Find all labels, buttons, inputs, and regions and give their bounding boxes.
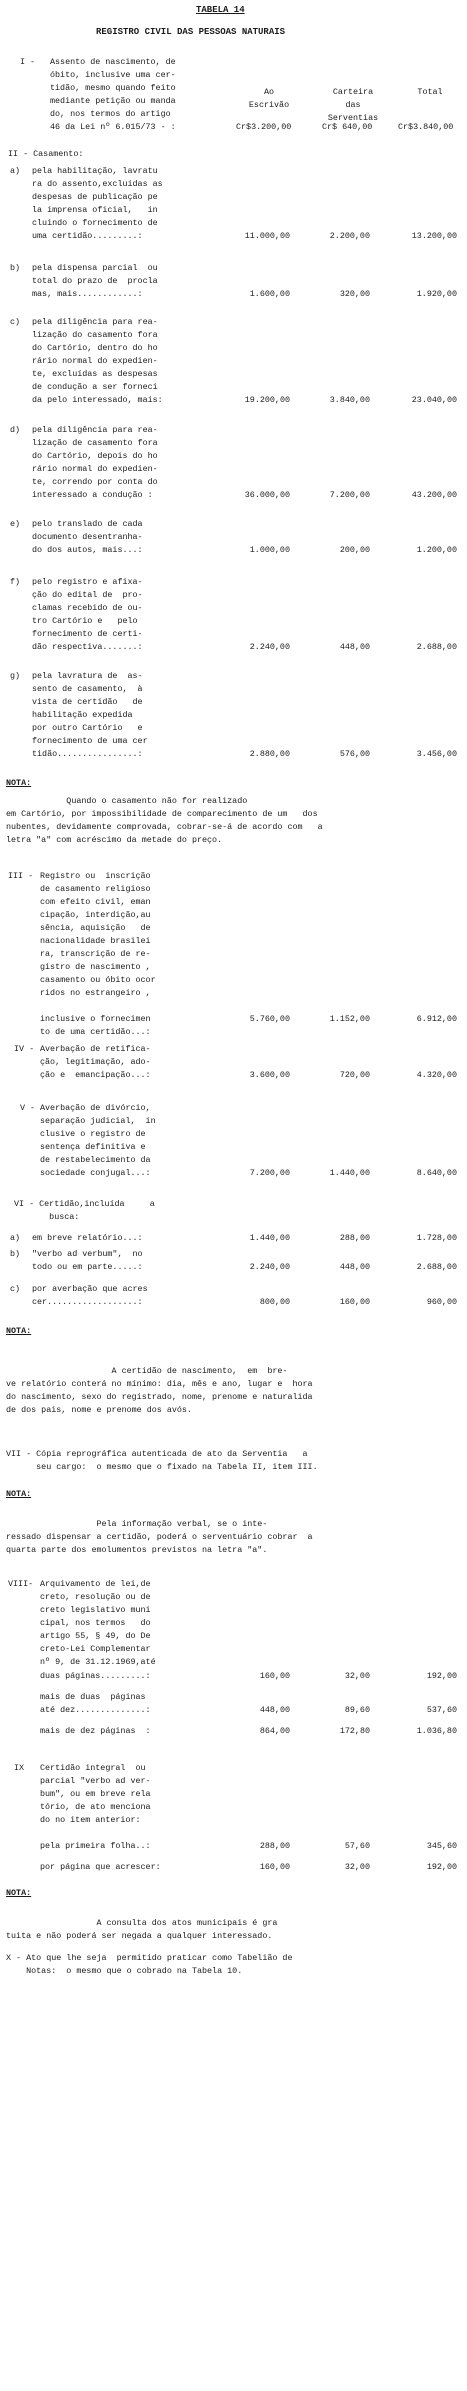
item-description: Assento de nascimento, de óbito, inclusive uma cer- tidão, mesmo quando feito mediante petição ou manda do, nos termos do artigo 46 da Lei nº 6.015/73 - : — [50, 57, 176, 132]
value-total: 43.200,00 — [411, 490, 457, 500]
value-total: 23.040,00 — [411, 395, 457, 405]
item-letter: g) — [10, 671, 21, 681]
value-escrivao: 288,00 — [259, 1841, 290, 1851]
item-description: Arquivamento de lei,de creto, resolução ou de creto legislativo muni cipal, nos termos do artigo 55, § 49, do De creto-Lei Complementar nº 9, de 31.12.1969,até — [40, 1579, 156, 1667]
item-description: X - Ato que lhe seja permitido praticar como Tabelião de Notas: o mesmo que o cobrado na Tabela 10. — [6, 1953, 293, 1976]
value-carteira: 288,00 — [339, 1233, 370, 1243]
item-number: IX — [14, 1763, 25, 1773]
item-description: pela lavratura de as- sento de casamento, à vista de certidão de habilitação expedida por outro Cartório e fornecimento de uma cer tidão................: — [32, 671, 148, 759]
value-escrivao: 36.000,00 — [244, 490, 290, 500]
value-carteira: 2.200,00 — [329, 231, 370, 241]
value-carteira: 7.200,00 — [329, 490, 370, 500]
item-description: pelo registro e afixa- ção do edital de pro- clamas recebido de ou- tro Cartório e pelo fornecimento de certi- dão respectiva.......: — [32, 577, 143, 652]
item-description: VII - Cópia reprográfica autenticada de ato da Serventia a seu cargo: o mesmo que o fixado na Tabela II, item III. — [6, 1449, 318, 1472]
item-description: pelo translado de cada documento desentranha- do dos autos, mais...: — [32, 519, 143, 555]
note-label: NOTA: — [6, 1326, 32, 1336]
note-text: A certidão de nascimento, em bre- ve relatório conterá no mínimo: dia, mês e ano, lugar e hora do nascimento, sexo do registrado, nome, prenome e naturalida de dos pais, nome e prenome dos avós. — [6, 1366, 313, 1415]
value-escrivao: 864,00 — [259, 1726, 290, 1736]
item-number: VIII- — [8, 1579, 34, 1589]
item-description: por página que acrescer: — [40, 1862, 161, 1872]
value-carteira: 576,00 — [339, 749, 370, 759]
item-description: mais de dez páginas : — [40, 1726, 151, 1736]
column-header-carteira: Carteira das Serventias — [327, 87, 379, 123]
item-letter: c) — [10, 317, 21, 327]
item-letter: a) — [10, 1233, 21, 1243]
value-escrivao: 2.880,00 — [249, 749, 290, 759]
column-header-escrivao: Ao Escrivão — [248, 87, 290, 110]
value-total: 192,00 — [426, 1862, 457, 1872]
value-carteira: 3.840,00 — [329, 395, 370, 405]
column-header-total: Total — [417, 87, 443, 97]
value-total: 537,60 — [426, 1705, 457, 1715]
value-escrivao: 1.600,00 — [249, 289, 290, 299]
value-carteira: Cr$ 640,00 — [322, 122, 373, 132]
item-description: "verbo ad verbum", no todo ou em parte.....: — [32, 1249, 143, 1272]
value-total: 8.640,00 — [416, 1168, 457, 1178]
note-text: Quando o casamento não for realizado em Cartório, por impossibilidade de comparecimento de um dos nubentes, devidamente comprovada, cobrar-se-á de acordo com a letra "a" com acréscimo da metade do preço. — [6, 796, 323, 845]
value-escrivao: 1.440,00 — [249, 1233, 290, 1243]
value-escrivao: 160,00 — [259, 1671, 290, 1681]
item-description: mais de duas páginas até dez..............: — [40, 1692, 151, 1715]
item-description: Registro ou inscrição de casamento religioso com efeito civil, eman cipação, interdição,au sência, aquisição de nacionalidade brasilei ra, transcrição de re- gistro de nascimento , casamento ou óbito ocor ridos no estrangeiro , inclusive o fornecimen to de uma certidão...: — [40, 871, 156, 1037]
value-carteira: 57,60 — [344, 1841, 370, 1851]
value-escrivao: 11.000,00 — [244, 231, 290, 241]
item-number: IV - — [14, 1044, 35, 1054]
value-escrivao: 7.200,00 — [249, 1168, 290, 1178]
value-escrivao: Cr$3.200,00 — [236, 122, 292, 132]
value-carteira: 32,00 — [344, 1862, 370, 1872]
value-carteira: 1.152,00 — [329, 1014, 370, 1024]
item-letter: d) — [10, 425, 21, 435]
value-carteira: 89,60 — [344, 1705, 370, 1715]
value-carteira: 320,00 — [339, 289, 370, 299]
item-letter: a) — [10, 166, 21, 176]
section-title: II - Casamento: — [8, 149, 84, 159]
item-letter: b) — [10, 263, 21, 273]
value-escrivao: 19.200,00 — [244, 395, 290, 405]
table-number: TABELA 14 — [196, 5, 245, 15]
item-description: Averbação de retifica- ção, legitimação, ado- ção e emancipação...: — [40, 1044, 151, 1080]
note-label: NOTA: — [6, 1888, 32, 1898]
note-text: A consulta dos atos municipais é gra tuita e não poderá ser negada a qualquer interessado. — [6, 1918, 278, 1941]
item-description: pela dispensa parcial ou total do prazo de procla mas, mais............: — [32, 263, 158, 299]
value-total: 2.688,00 — [416, 642, 457, 652]
item-letter: e) — [10, 519, 21, 529]
value-carteira: 160,00 — [339, 1297, 370, 1307]
item-description: duas páginas.........: — [40, 1671, 151, 1681]
value-escrivao: 800,00 — [259, 1297, 290, 1307]
item-letter: b) — [10, 1249, 21, 1259]
value-carteira: 448,00 — [339, 1262, 370, 1272]
value-carteira: 32,00 — [344, 1671, 370, 1681]
value-escrivao: 3.600,00 — [249, 1070, 290, 1080]
value-total: 1.036,80 — [416, 1726, 457, 1736]
item-letter: f) — [10, 577, 21, 587]
value-escrivao: 5.760,00 — [249, 1014, 290, 1024]
value-total: 1.920,00 — [416, 289, 457, 299]
value-escrivao: 1.000,00 — [249, 545, 290, 555]
item-number: V - — [20, 1103, 36, 1113]
item-description: pela habilitação, lavratu ra do assento,excluídas as despesas de publicação pe la imprensa oficial, in cluindo o fornecimento de uma certidão.........: — [32, 166, 163, 241]
note-label: NOTA: — [6, 1489, 32, 1499]
item-description: por averbação que acres cer..................: — [32, 1284, 148, 1307]
value-carteira: 172,80 — [339, 1726, 370, 1736]
value-escrivao: 2.240,00 — [249, 1262, 290, 1272]
item-description: em breve relatório...: — [32, 1233, 143, 1243]
value-escrivao: 2.240,00 — [249, 642, 290, 652]
value-total: 192,00 — [426, 1671, 457, 1681]
value-total: 1.728,00 — [416, 1233, 457, 1243]
value-escrivao: 448,00 — [259, 1705, 290, 1715]
item-letter: c) — [10, 1284, 21, 1294]
value-total: 6.912,00 — [416, 1014, 457, 1024]
item-description: Averbação de divórcio, separação judicial, in clusive o registro de sentença definitiva e de restabelecimento da sociedade conjugal...: — [40, 1103, 156, 1178]
section-title: VI - Certidão,incluída a busca: — [14, 1199, 155, 1222]
value-carteira: 448,00 — [339, 642, 370, 652]
value-total: 2.688,00 — [416, 1262, 457, 1272]
item-description: Certidão integral ou parcial "verbo ad ver- bum", ou em breve rela tório, de ato menciona do no item anterior: — [40, 1763, 151, 1825]
value-carteira: 200,00 — [339, 545, 370, 555]
value-total: 13.200,00 — [411, 231, 457, 241]
value-total: 960,00 — [426, 1297, 457, 1307]
page-title: REGISTRO CIVIL DAS PESSOAS NATURAIS — [96, 27, 286, 37]
value-escrivao: 160,00 — [259, 1862, 290, 1872]
item-description: pela diligência para rea- lização de casamento fora do Cartório, depois do ho rário normal do expedien- te, correndo por conta do interessado a condução : — [32, 425, 158, 500]
value-total: 1.200,00 — [416, 545, 457, 555]
value-total: 4.320,00 — [416, 1070, 457, 1080]
value-carteira: 720,00 — [339, 1070, 370, 1080]
note-label: NOTA: — [6, 778, 32, 788]
item-description: pela primeira folha..: — [40, 1841, 151, 1851]
value-total: 3.456,00 — [416, 749, 457, 759]
item-number: I - — [20, 57, 36, 67]
value-total: 345,60 — [426, 1841, 457, 1851]
item-description: pela diligência para rea- lização do casamento fora do Cartório, dentro do ho rário normal do expedien- te, excluídas as despesas de condução a ser forneci da pelo interessado, mais: — [32, 317, 163, 405]
value-total: Cr$3.840,00 — [398, 122, 454, 132]
item-number: III - — [8, 871, 34, 881]
value-carteira: 1.440,00 — [329, 1168, 370, 1178]
note-text: Pela informação verbal, se o inte- ressado dispensar a certidão, poderá o serventuário cobrar a quarta parte dos emolumentos previstos na letra "a". — [6, 1519, 313, 1555]
